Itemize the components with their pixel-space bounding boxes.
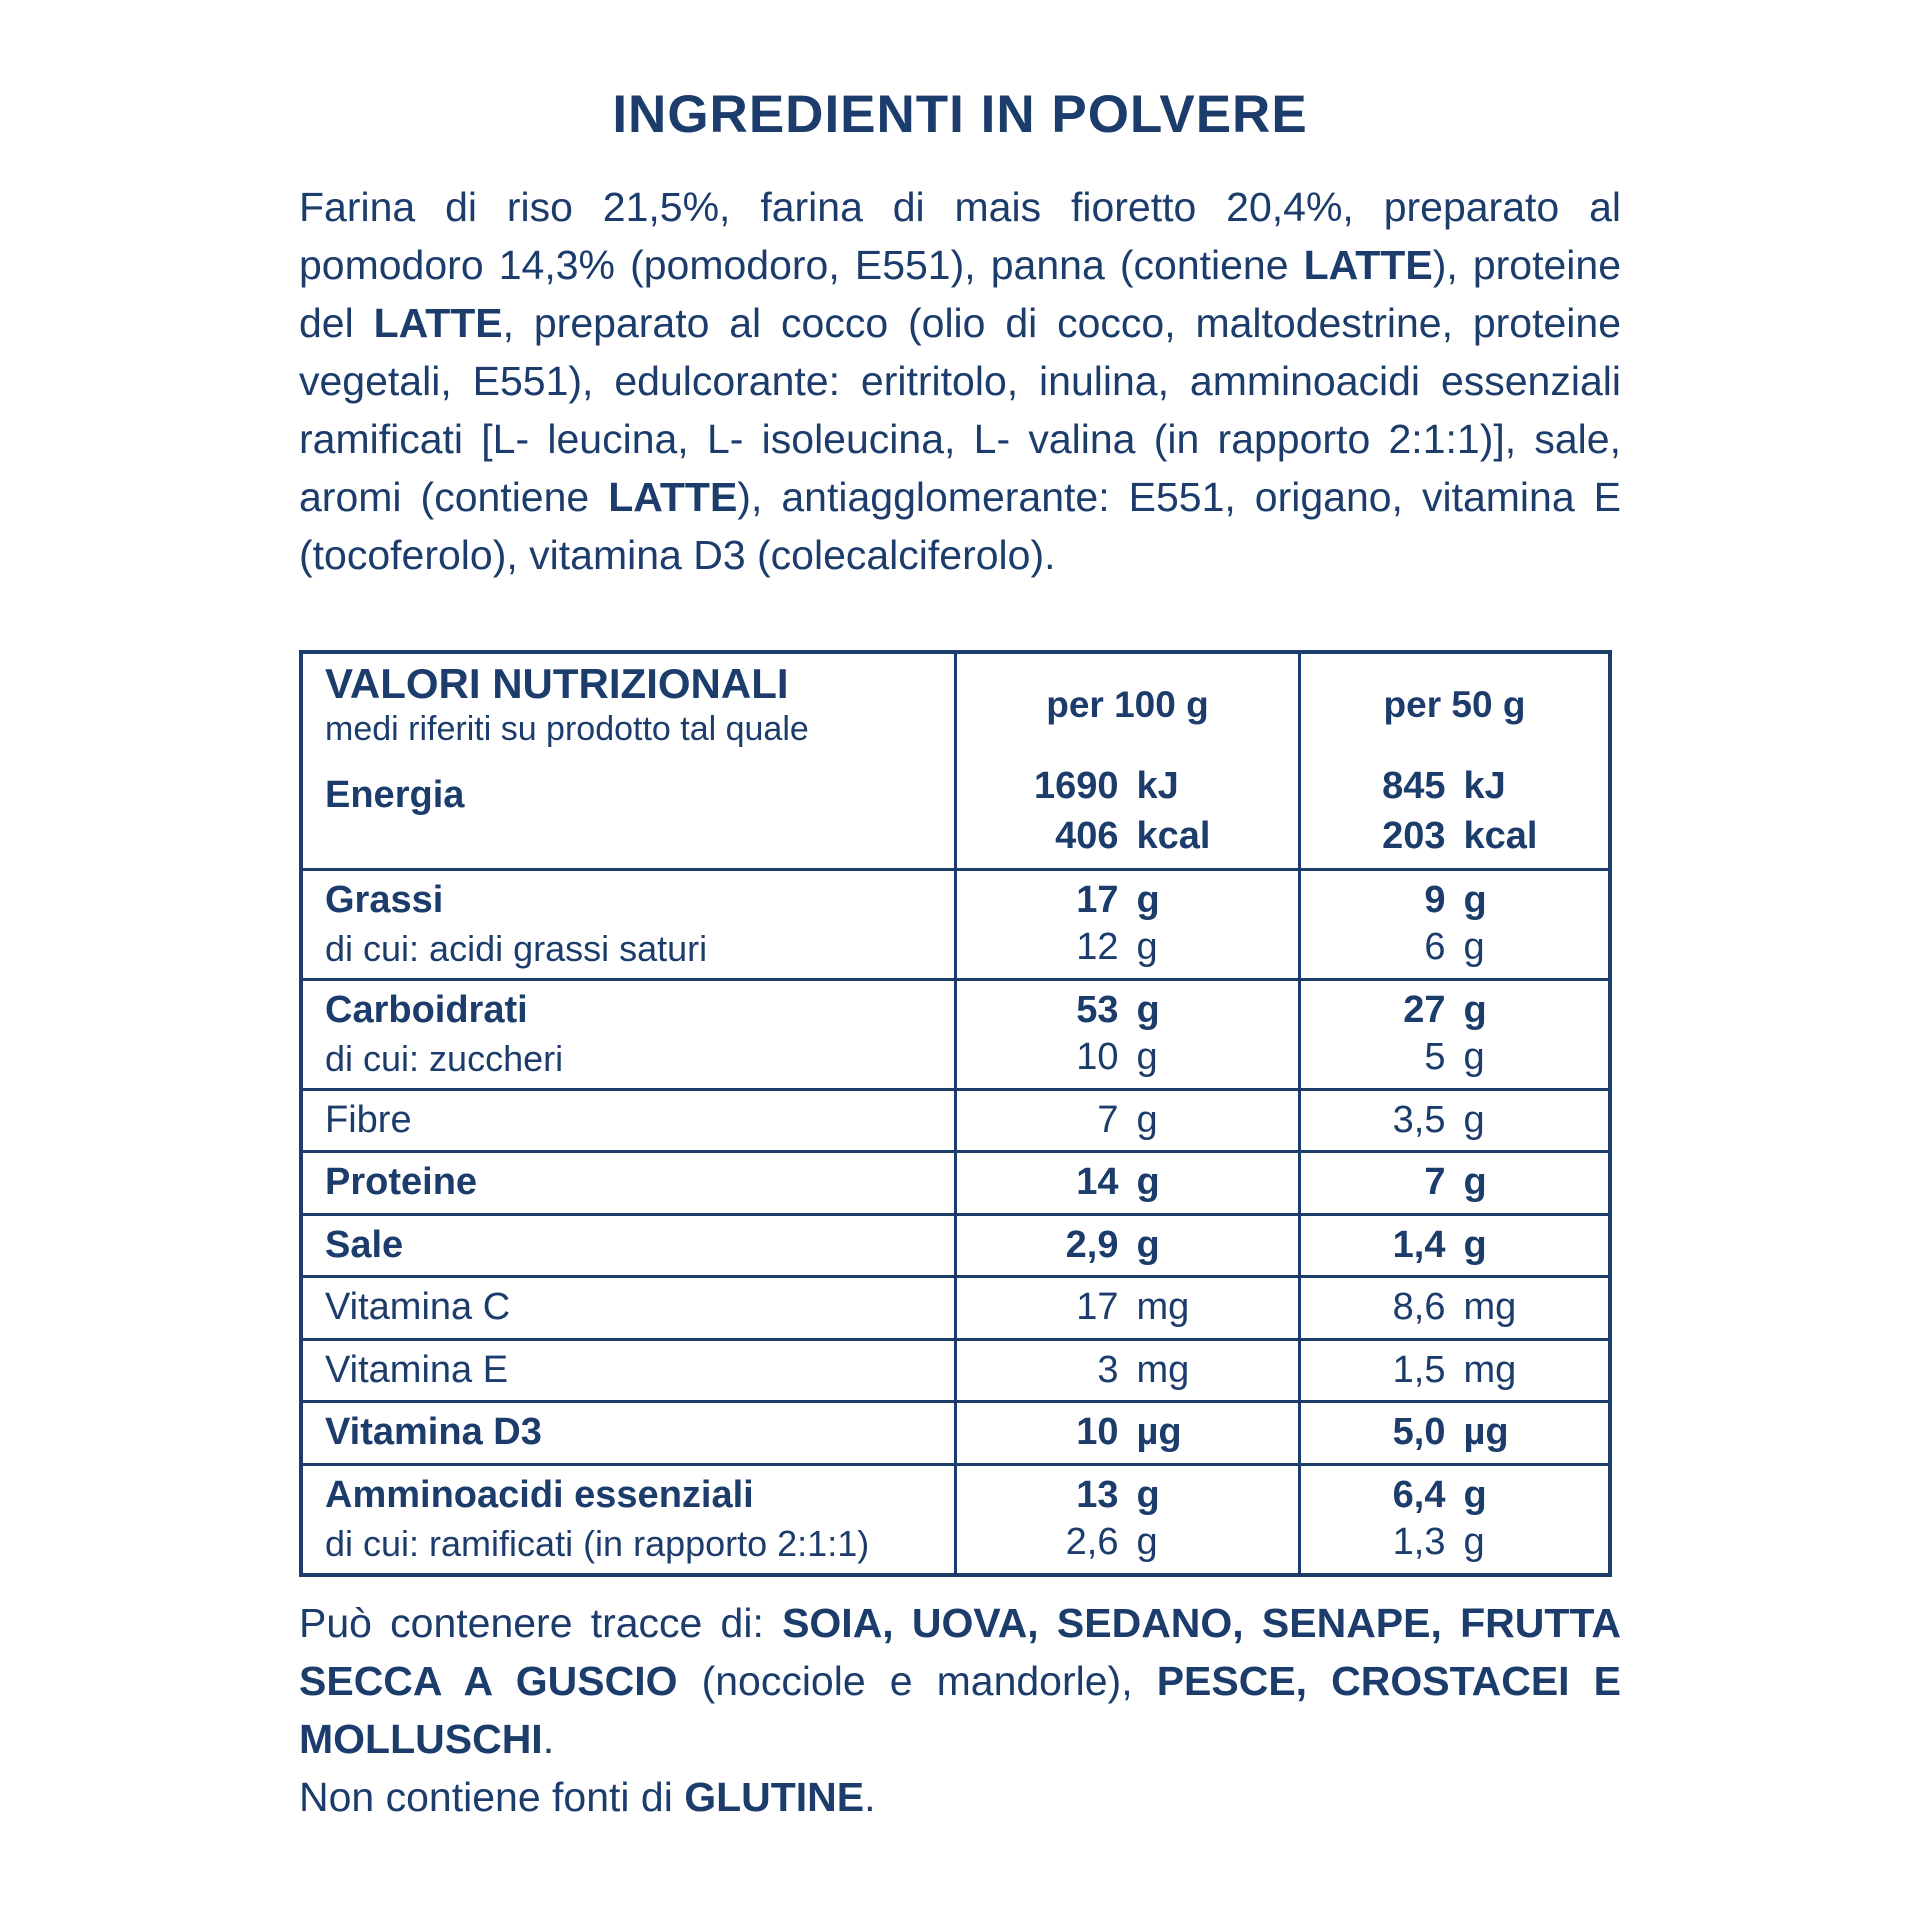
column-header-per-100g bbox=[954, 654, 1298, 756]
value-number: 6,4 bbox=[1392, 1473, 1446, 1516]
value-number: 10 bbox=[1076, 1411, 1119, 1454]
row-sublabel: di cui: ramificati (in rapporto 2:1:1) bbox=[325, 1523, 870, 1565]
value-unit: g bbox=[1136, 1036, 1158, 1079]
text-run: , preparato al cocco (olio di cocco, maltodestrine, proteine vegetali, E551), edulcorante: eritritolo, inulina, amminoacidi essenziali ramificati [L- leucina, L- isoleucina, L- valina (in rapporto 2:1:1)], sale, aromi (contiene bbox=[299, 300, 1621, 520]
value-per-100g-line2 bbox=[957, 1034, 1298, 1082]
cell-per-50g bbox=[1298, 1341, 1608, 1401]
bold-text-run: LATTE bbox=[373, 300, 503, 346]
table-row-proteine bbox=[303, 1150, 1608, 1213]
page-title: INGREDIENTI IN POLVERE bbox=[612, 85, 1308, 144]
value-unit: mg bbox=[1136, 1348, 1190, 1391]
value-per-50g-line1 bbox=[1301, 1409, 1608, 1457]
row-label-cell bbox=[303, 1153, 954, 1213]
value-per-50g-line1 bbox=[1301, 877, 1608, 925]
value-per-100g-line1 bbox=[957, 1409, 1298, 1457]
text-run: Può contenere tracce di: bbox=[299, 1600, 783, 1646]
cell-per-50g bbox=[1298, 1278, 1608, 1338]
table-subtitle: medi riferiti su prodotto tal quale bbox=[325, 710, 809, 749]
text-run: Non contiene fonti di bbox=[299, 1774, 685, 1820]
value-per-100g-line1 bbox=[957, 1097, 1298, 1145]
value-unit: mg bbox=[1136, 1286, 1190, 1329]
row-label: Vitamina E bbox=[325, 1348, 509, 1391]
value-unit: g bbox=[1463, 878, 1487, 921]
table-row-vitamina-d3 bbox=[303, 1400, 1608, 1463]
table-row-sale bbox=[303, 1213, 1608, 1276]
table-header-row bbox=[303, 654, 1608, 756]
row-label: Amminoacidi essenziali bbox=[325, 1474, 754, 1517]
value-unit: mg bbox=[1463, 1348, 1517, 1391]
row-label: Vitamina D3 bbox=[325, 1411, 542, 1454]
text-run: (nocciole e mandorle), bbox=[677, 1658, 1157, 1704]
cell-per-50g bbox=[1298, 1216, 1608, 1276]
value-per-50g-line1 bbox=[1301, 763, 1608, 811]
row-label: Sale bbox=[325, 1223, 404, 1266]
value-number: 12 bbox=[1076, 926, 1119, 969]
cell-per-50g bbox=[1298, 1153, 1608, 1213]
value-number: 1690 bbox=[1033, 765, 1119, 808]
cell-per-100g bbox=[954, 1403, 1298, 1463]
value-per-100g-line1 bbox=[957, 1347, 1298, 1395]
text-run: . bbox=[542, 1716, 555, 1762]
value-number: 2,6 bbox=[1065, 1521, 1119, 1564]
text-run: Farina di riso 21,5%, farina di mais fioretto 20,4%, preparato al pomodoro 14,3% (pomodoro, E551), panna (contiene bbox=[299, 184, 1621, 288]
value-number: 5 bbox=[1424, 1036, 1446, 1079]
value-per-50g-line1 bbox=[1301, 1222, 1608, 1270]
value-number: 406 bbox=[1055, 815, 1119, 858]
row-label: Fibre bbox=[325, 1098, 412, 1141]
value-per-100g-line1 bbox=[957, 1284, 1298, 1332]
value-unit: kcal bbox=[1136, 815, 1211, 858]
ingredients-paragraph bbox=[299, 178, 1621, 584]
value-per-50g-line2 bbox=[1301, 1034, 1608, 1082]
value-number: 5,0 bbox=[1392, 1411, 1446, 1454]
bold-text-run: PESCE, CROSTACEI E MOLLUSCHI bbox=[299, 1658, 1622, 1762]
row-sublabel: di cui: acidi grassi saturi bbox=[325, 928, 708, 970]
value-per-50g-line2 bbox=[1301, 924, 1608, 972]
row-sublabel: di cui: zuccheri bbox=[325, 1038, 564, 1080]
text-run: ), antiagglomerante: E551, origano, vitamina E (tocoferolo), vitamina D3 (colecalciferolo). bbox=[299, 474, 1622, 578]
bold-text-run: GLUTINE bbox=[684, 1774, 865, 1820]
bold-text-run: LATTE bbox=[1303, 242, 1433, 288]
table-title: VALORI NUTRIZIONALI bbox=[325, 660, 789, 707]
value-unit: g bbox=[1136, 988, 1160, 1031]
table-row-vitamina-c bbox=[303, 1275, 1608, 1338]
value-number: 17 bbox=[1076, 1286, 1119, 1329]
value-unit: g bbox=[1463, 926, 1485, 969]
value-unit: g bbox=[1463, 1036, 1485, 1079]
row-label: Vitamina C bbox=[325, 1286, 511, 1329]
allergen-section bbox=[299, 1594, 1621, 1826]
row-label-cell bbox=[303, 1216, 954, 1276]
cell-per-100g bbox=[954, 1091, 1298, 1151]
cell-per-50g bbox=[1298, 1466, 1608, 1573]
value-number: 1,3 bbox=[1392, 1521, 1446, 1564]
value-unit: g bbox=[1136, 878, 1160, 921]
value-per-50g-line1 bbox=[1301, 1284, 1608, 1332]
value-number: 14 bbox=[1076, 1161, 1119, 1204]
column-header-per-50g bbox=[1298, 654, 1608, 756]
value-number: 17 bbox=[1076, 878, 1119, 921]
value-per-50g-line2 bbox=[1301, 1519, 1608, 1567]
cell-per-50g bbox=[1298, 981, 1608, 1088]
column-header-per-50g-label: per 50 g bbox=[1383, 683, 1526, 725]
allergen-paragraph bbox=[299, 1594, 1621, 1768]
ingredients-section bbox=[299, 178, 1621, 584]
cell-per-100g bbox=[954, 1466, 1298, 1573]
value-per-100g-line2 bbox=[957, 924, 1298, 972]
value-per-100g-line1 bbox=[957, 763, 1298, 811]
value-number: 13 bbox=[1076, 1473, 1119, 1516]
table-row-amminoacidi-essenziali bbox=[303, 1463, 1608, 1573]
row-label-cell bbox=[303, 1466, 954, 1573]
value-number: 845 bbox=[1382, 765, 1446, 808]
value-unit: g bbox=[1136, 1098, 1158, 1141]
row-label-cell bbox=[303, 1341, 954, 1401]
value-unit: g bbox=[1136, 1223, 1160, 1266]
value-number: 7 bbox=[1424, 1161, 1446, 1204]
value-per-100g-line2 bbox=[957, 1519, 1298, 1567]
value-per-100g-line1 bbox=[957, 1222, 1298, 1270]
value-unit: g bbox=[1463, 1223, 1487, 1266]
value-unit: g bbox=[1463, 1161, 1487, 1204]
cell-per-100g bbox=[954, 756, 1298, 868]
value-number: 6 bbox=[1424, 926, 1446, 969]
value-unit: kcal bbox=[1463, 815, 1538, 858]
value-number: 2,9 bbox=[1065, 1223, 1119, 1266]
value-per-100g-line1 bbox=[957, 1159, 1298, 1207]
cell-per-100g bbox=[954, 871, 1298, 978]
table-row-vitamina-e bbox=[303, 1338, 1608, 1401]
value-number: 27 bbox=[1403, 988, 1446, 1031]
value-unit: g bbox=[1136, 1521, 1158, 1564]
value-number: 8,6 bbox=[1392, 1286, 1446, 1329]
value-per-50g-line2 bbox=[1301, 813, 1608, 861]
value-per-50g-line1 bbox=[1301, 1347, 1608, 1395]
value-unit: µg bbox=[1463, 1411, 1509, 1454]
cell-per-100g bbox=[954, 1153, 1298, 1213]
value-per-50g-line1 bbox=[1301, 1097, 1608, 1145]
value-unit: mg bbox=[1463, 1286, 1517, 1329]
cell-per-50g bbox=[1298, 1403, 1608, 1463]
value-number: 1,5 bbox=[1392, 1348, 1446, 1391]
value-unit: g bbox=[1463, 1521, 1485, 1564]
value-per-100g-line1 bbox=[957, 1472, 1298, 1520]
cell-per-50g bbox=[1298, 1091, 1608, 1151]
value-per-100g-line2 bbox=[957, 813, 1298, 861]
text-run: . bbox=[864, 1774, 876, 1820]
row-label: Grassi bbox=[325, 879, 444, 922]
value-number: 9 bbox=[1424, 878, 1446, 921]
row-label-cell bbox=[303, 871, 954, 978]
value-unit: µg bbox=[1136, 1411, 1182, 1454]
cell-per-50g bbox=[1298, 756, 1608, 868]
value-per-50g-line1 bbox=[1301, 1159, 1608, 1207]
table-body bbox=[303, 756, 1608, 1573]
table-header-title-cell bbox=[303, 654, 954, 756]
table-row-energia bbox=[303, 756, 1608, 868]
row-label-cell bbox=[303, 1278, 954, 1338]
value-number: 53 bbox=[1076, 988, 1119, 1031]
cell-per-50g bbox=[1298, 871, 1608, 978]
row-label-cell bbox=[303, 756, 954, 868]
value-per-50g-line1 bbox=[1301, 1472, 1608, 1520]
value-unit: kJ bbox=[1136, 765, 1179, 808]
row-label-cell bbox=[303, 981, 954, 1088]
bold-text-run: LATTE bbox=[608, 474, 738, 520]
value-unit: g bbox=[1463, 1473, 1487, 1516]
row-label: Carboidrati bbox=[325, 989, 528, 1032]
gluten-note bbox=[299, 1768, 1621, 1826]
value-unit: kJ bbox=[1463, 765, 1506, 808]
row-label: Energia bbox=[325, 773, 465, 816]
table-row-carboidrati bbox=[303, 978, 1608, 1088]
table-row-fibre bbox=[303, 1088, 1608, 1151]
value-per-50g-line1 bbox=[1301, 987, 1608, 1035]
value-number: 3 bbox=[1097, 1348, 1119, 1391]
value-number: 3,5 bbox=[1392, 1098, 1446, 1141]
table-row-grassi bbox=[303, 868, 1608, 978]
value-number: 10 bbox=[1076, 1036, 1119, 1079]
value-number: 203 bbox=[1382, 815, 1446, 858]
value-per-100g-line1 bbox=[957, 877, 1298, 925]
column-header-per-100g-label: per 100 g bbox=[1046, 683, 1209, 725]
value-number: 7 bbox=[1097, 1098, 1119, 1141]
bold-text-run: SOIA, UOVA, SEDANO, SENAPE, FRUTTA SECCA A GUSCIO bbox=[299, 1600, 1622, 1704]
value-unit: g bbox=[1463, 1098, 1485, 1141]
text-run: ), proteine del bbox=[299, 242, 1621, 346]
cell-per-100g bbox=[954, 1341, 1298, 1401]
value-number: 1,4 bbox=[1392, 1223, 1446, 1266]
cell-per-100g bbox=[954, 981, 1298, 1088]
nutrition-table bbox=[299, 650, 1612, 1577]
value-unit: g bbox=[1136, 1161, 1160, 1204]
value-unit: g bbox=[1136, 1473, 1160, 1516]
value-unit: g bbox=[1136, 926, 1158, 969]
value-per-100g-line1 bbox=[957, 987, 1298, 1035]
row-label-cell bbox=[303, 1403, 954, 1463]
value-unit: g bbox=[1463, 988, 1487, 1031]
cell-per-100g bbox=[954, 1278, 1298, 1338]
row-label: Proteine bbox=[325, 1161, 478, 1204]
cell-per-100g bbox=[954, 1216, 1298, 1276]
row-label-cell bbox=[303, 1091, 954, 1151]
